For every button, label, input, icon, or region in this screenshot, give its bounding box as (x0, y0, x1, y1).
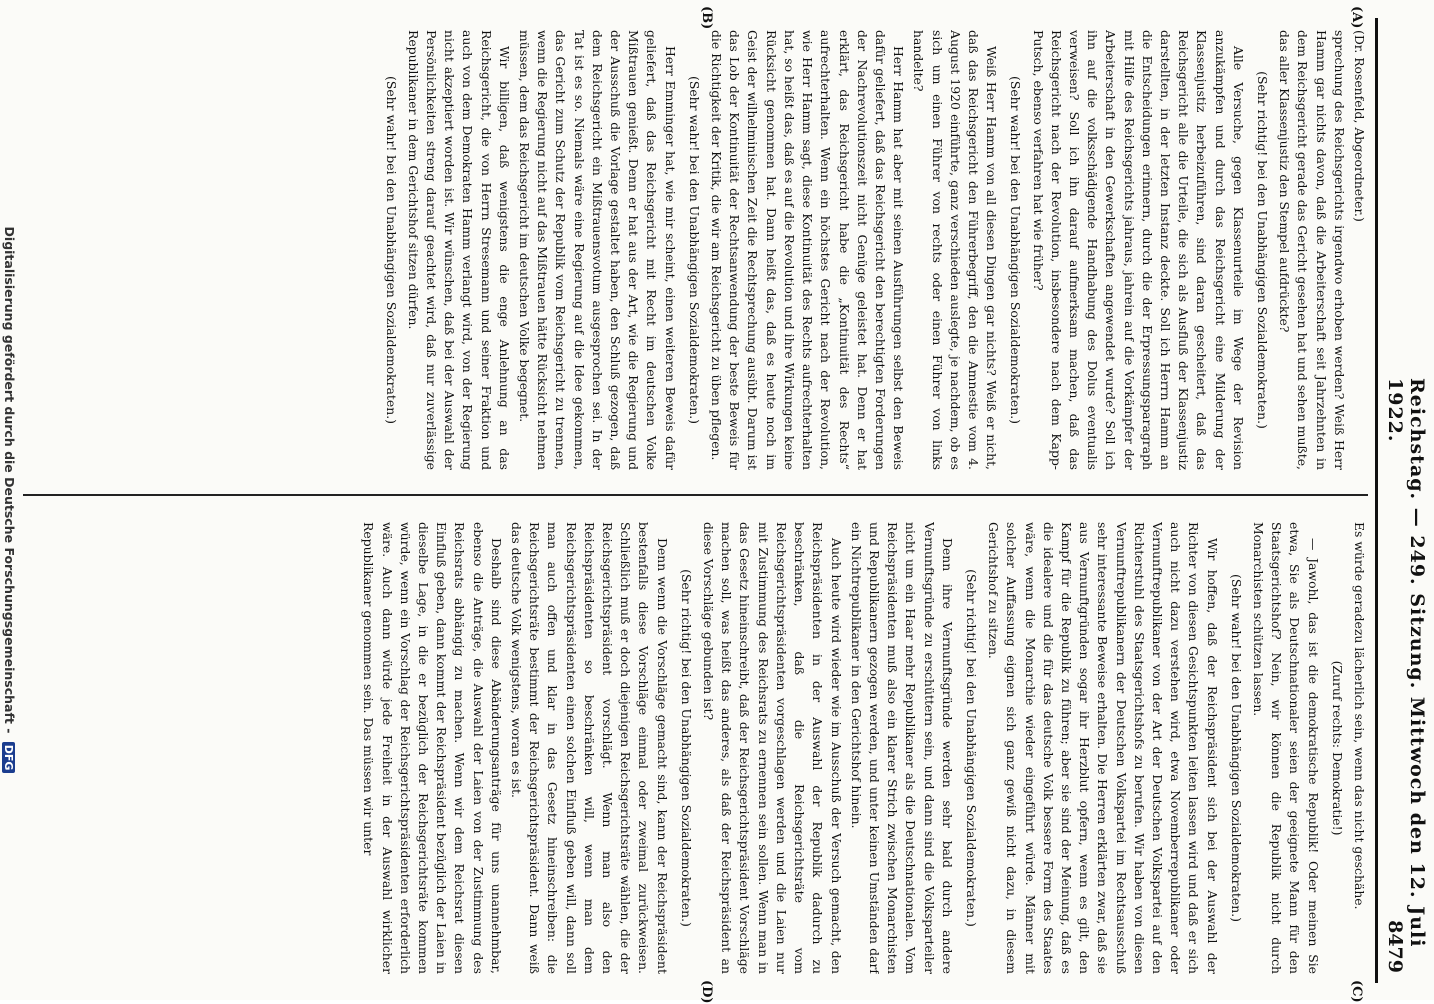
digitization-footer (2, 0, 17, 1000)
paragraph: Herr Emminger hat, wie mir scheint, einen weiteren Beweis dafür geliefert, daß das Reichsgericht mit Recht im deutschen Volke Mißtrauen genießt. Denn er hat aus der Art, wie die Regierung und der Ausschuß die Vorlage gestaltet haben, den Schluß gezogen, daß dem Reichsgericht ein Mißtrauensvotum ausgesprochen sei. In der Tat ist es so. Niemals wäre eine Regierung auf die Idee gekommen, das Gericht zum Schutz der Republik vom Reichsgericht zu trennen, wenn die Regierung nicht auf das Mißtrauen hätte Rücksicht nehmen müssen, dem das Reichsgericht im deutschen Volke begegnet. (517, 30, 678, 470)
applause-note: (Sehr wahr! bei den Unabhängigen Sozialdemokraten.) (1008, 76, 1024, 424)
header-title: Reichstag. — 249. Sitzung. Mittwoch den 12. Juli 1922. (1384, 378, 1428, 948)
paragraph: Deshalb sind diese Abänderungsanträge für uns unannehmbar, ebenso die Anträge, die Auswahl der Laien von der Zustimmung des Reichsrats abhängig zu machen. Wenn wir dem Reichsrat diesen Einfluß geben, dann kommt der Reichspräsident bezüglich der Laien in dieselbe Lage, in die er bezüglich der Reichsgerichtsräte kommen würde, wenn ein Vorschlag der Reichsgerichtspräsidenten erforderlich wäre. Auch dann würde jede Freiheit in der Auswahl wirklicher Republikaner genommen sein. Das müssen wir unter (361, 522, 504, 974)
paragraph: Auch heute wird wieder wie im Ausschuß der Versuch gemacht, den Reichspräsidenten in der Auswahl der Republik dadurch zu beschränken, daß die Reichsgerichtsräte vom Reichsgerichtspräsidenten vorgeschlagen werden und die Laien nur mit Zustimmung des Reichsrats zu ernennen sein sollen. Wenn man in das Gesetz hineinschreibt, daß der Reichsgerichtspräsident Vorschläge machen soll, was heißt das anderes, als daß der Reichspräsident an diese Vorschläge gebunden ist? (701, 522, 844, 974)
applause-note: (Sehr wahr! bei den Unabhängigen Sozialdemokraten.) (383, 76, 399, 424)
speaker-note: (Dr. Rosenfeld, Abgeordneter.) (1352, 30, 1367, 222)
left-column (23, 30, 1368, 470)
applause-note: (Sehr wahr! bei den Unabhängigen Sozialdemokraten.) (1228, 574, 1244, 922)
right-column (23, 522, 1368, 974)
column-divider (23, 494, 1368, 496)
applause-note: (Sehr richtig! bei den Unabhängigen Sozialdemokraten.) (963, 569, 979, 927)
margin-marker-b: (B) (699, 6, 714, 30)
footer-text: Digitalisierung gefördert durch die Deutsche Forschungsgemeinschaft - (2, 226, 17, 734)
margin-marker-d: (D) (699, 980, 714, 1004)
paragraph: Weiß Herr Hamm von all diesen Dingen gar nichts? Weiß er nicht, daß das Reichsgericht den Führerbegriff, den die Amnestie vom 4. August 1920 einführte, ganz verschieden auslegte, je nachdem, ob es sich um einen Führer von rechts oder einen Führer von links handelte? (911, 30, 1000, 470)
page-number: 8479 (1384, 920, 1406, 973)
applause-note: (Sehr richtig! bei den Unabhängigen Sozialdemokraten.) (1254, 71, 1270, 429)
paragraph: — Jawohl, das ist die demokratische Republik! Oder meinen Sie etwa, Sie als Deutschnationaler seien der geeignete Mann für den Staatsgerichtshof? Nein, wir können die Republik nicht durch Monarchisten schützen lassen. (1250, 522, 1321, 974)
paragraph: Wir hoffen, daß der Reichspräsident sich bei der Auswahl der Richter von diesen Gesichtspunkten leiten lassen wird und daß er sich auch nicht dazu verstehen wird, etwa Novemberrepublikaner oder Vernunftrepublikaner von der Art der Deutschen Volkspartei auf den Richterstuhl des Staatsgerichtshofs zu berufen. Wir haben von diesen Vernunftrepublikanern der Deutschen Volkspartei im Rechtsausschuß sehr interessante Beweise erhalten. Die Herren erklärten zwar, daß sie aus Vernunftgründen sogar ihr Herzblut opfern, wenn es gilt, den Kampf für die Republik zu führen; aber sie sind der Meinung, daß es die idealere und die für das deutsche Volk bessere Form des Staates wäre, wenn die Monarchie wieder eingeführt würde. Männer mit solcher Auffassung eignen sich ganz gewiß nicht dazu, in diesem Gerichtshof zu sitzen. (986, 522, 1220, 974)
margin-marker-c: (C) (1349, 980, 1364, 1003)
page-header (1375, 18, 1428, 983)
paragraph: sprechung des Reichsgerichts irgendwo erhoben werden? Weiß Herr Hamm gar nichts davon, daß die Arbeiterschaft seit Jahrzehnten in dem Reichsgericht gerade das Gericht gesehen hat und sehen mußte, das aller Klassenjustiz den Stempel aufdrückte? (1277, 30, 1347, 470)
paragraph: Herr Hamm hat aber mit seinen Ausführungen selbst den Beweis dafür geliefert, daß das Reichsgericht den berechtigten Forderungen der Nachrevolutionszeit nicht Genüge geleistet hat. Denn er hat erklärt, das Reichsgericht habe die „Kontinuität des Rechts“ aufrechterhalten. Wenn ein höchstes Gericht nach der Revolution, wie Herr Hamm sagt, diese Kontinuität des Rechts aufrechterhalten hat, so heißt das, daß es auf die Revolution und ihre Wirkungen keine Rücksicht genommen hat. Dann heißt das, daß es heute noch im Geist der wilhelminischen Zeit die Rechtsprechung ausübt. Darum ist das Lob der Kontinuität der Rechtsanwendung der beste Beweis für die Richtigkeit der Kritik, die wir am Reichsgericht zu üben pflegen. (709, 30, 907, 470)
margin-marker-a: (A) (1349, 6, 1364, 29)
paragraph: Denn wenn die Vorschläge gemacht sind, kann der Reichspräsident bestenfalls diese Vorschläge einmal oder zweimal zurückweisen. Schließlich muß er doch diejenigen Reichsgerichtsräte wählen, die der Reichsgerichtspräsident vorschlägt. Wenn man also den Reichspräsidenten so beschränken will, wenn man dem Reichsgerichtspräsidenten einen solchen Einfluß geben will, dann soll man auch offen und klar in das Gesetz hineinschreiben: die Reichsgerichtsräte bestimmt der Reichsgerichtspräsident. Dann weiß das deutsche Volk wenigstens, woran es ist. (509, 522, 670, 974)
paragraph: Es würde geradezu lächerlich sein, wenn das nicht geschähe. (1352, 522, 1367, 910)
paragraph: Wir billigen, daß wenigstens die enge Anlehnung an das Reichsgericht, die von Herrn Stresemann und seiner Fraktion und auch von dem Demokraten Hamm verlangt wird, von der Regierung nicht akzeptiert worden ist. Wir wünschen, daß bei der Auswahl der Persönlichkeiten streng darauf geachtet wird, daß nur zuverlässige Republikaner in dem Gerichtshof sitzen dürfen. (405, 30, 512, 470)
interjection-note: (Zuruf rechts: Demokratie!) (1329, 660, 1345, 836)
dfg-logo: DFG (2, 742, 15, 774)
applause-note: (Sehr richtig! bei den Unabhängigen Sozialdemokraten.) (678, 569, 694, 927)
applause-note: (Sehr wahr! bei den Unabhängigen Sozialdemokraten.) (686, 76, 702, 424)
paragraph: Alle Versuche, gegen Klassenurteile im Wege der Revision anzukämpfen und durch das Reichsgericht eine Milderung der Klassenjustiz herbeizuführen, sind daran gescheitert, daß das Reichsgericht alle die Urteile, die sich als Ausfluß der Klassenjustiz darstellten, in der letzten Instanz deckte. Soll ich Herrn Hamm an die Entscheidungen erinnern, durch die der Erpressungsparagraph mit Hilfe des Reichsgerichts jahraus, jahrein auf die Vorkämpfer der Arbeiterschaft in den Gewerkschaften angewendet wurde? Soll ich ihn auf die volksschädigende Handhabung des Dolus eventualis verweisen? Soll ich ihn darauf aufmerksam machen, daß das Reichsgericht nach der Revolution, insbesondere nach dem Kapp-Putsch, ebenso verfahren hat wie früher? (1030, 30, 1246, 470)
paragraph: Denn ihre Vernunftsgründe werden sehr bald durch andere Vernunftsgründe zu erschüttern sein, und dann sind die Volksparteiler nicht um ein Haar mehr Republikaner als die Deutschnationalen. Vom Reichspräsidenten muß also ein klarer Strich zwischen Monarchisten und Republikanern gezogen werden, und unter keinen Umständen darf ein Nichtrepublikaner in den Gerichtshof hinein. (848, 522, 955, 974)
